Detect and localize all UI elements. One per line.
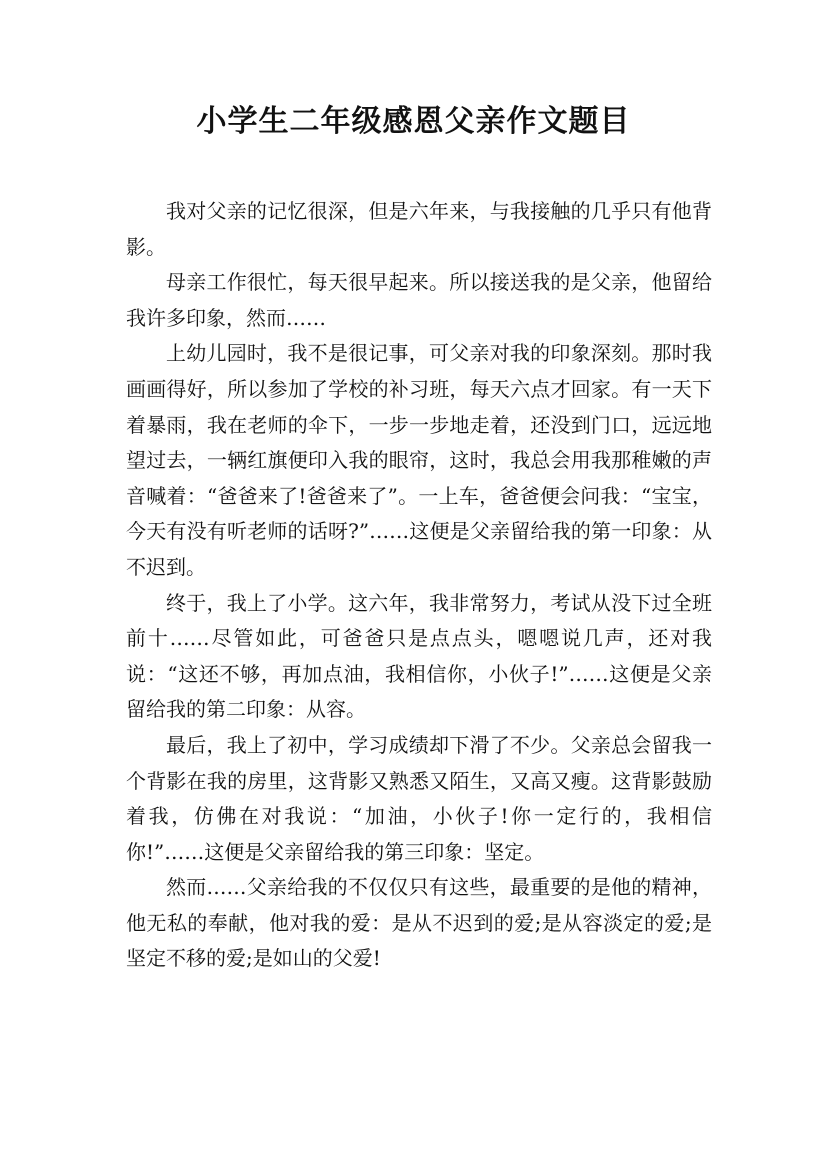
document-body [126, 194, 712, 977]
paragraph: 我对父亲的记忆很深，但是六年来，与我接触的几乎只有他背影。 [126, 199, 712, 259]
paragraph: 最后，我上了初中，学习成绩却下滑了不少。父亲总会留我一个背影在我的房里，这背影又熟悉又陌生，又高又瘦。这背影鼓励着我，仿佛在对我说：“加油，小伙子!你一定行的，我相信你!”……这便是父亲留给我的第三印象：坚定。 [126, 732, 712, 864]
document-title: 小学生二年级感恩父亲作文题目 [196, 104, 631, 139]
paragraph: 上幼儿园时，我不是很记事，可父亲对我的印象深刻。那时我画画得好，所以参加了学校的补习班，每天六点才回家。有一天下着暴雨，我在老师的伞下，一步一步地走着，还没到门口，远远地望过去，一辆红旗便印入我的眼帘，这时，我总会用我那稚嫩的声音喊着：“爸爸来了!爸爸来了”。一上车，爸爸便会问我：“宝宝，今天有没有听老师的话呀?”……这便是父亲留给我的第一印象：从不迟到。 [126, 341, 712, 579]
paragraph: 终于，我上了小学。这六年，我非常努力，考试从没下过全班前十……尽管如此，可爸爸只是点点头，嗯嗯说几声，还对我说：“这还不够，再加点油，我相信你，小伙子!”……这便是父亲留给我的第二印象：从容。 [126, 590, 712, 722]
paragraph: 然而……父亲给我的不仅仅只有这些，最重要的是他的精神，他无私的奉献，他对我的爱：是从不迟到的爱;是从容淡定的爱;是坚定不移的爱;是如山的父爱! [126, 875, 712, 971]
paragraph: 母亲工作很忙，每天很早起来。所以接送我的是父亲，他留给我许多印象，然而…… [126, 270, 712, 330]
